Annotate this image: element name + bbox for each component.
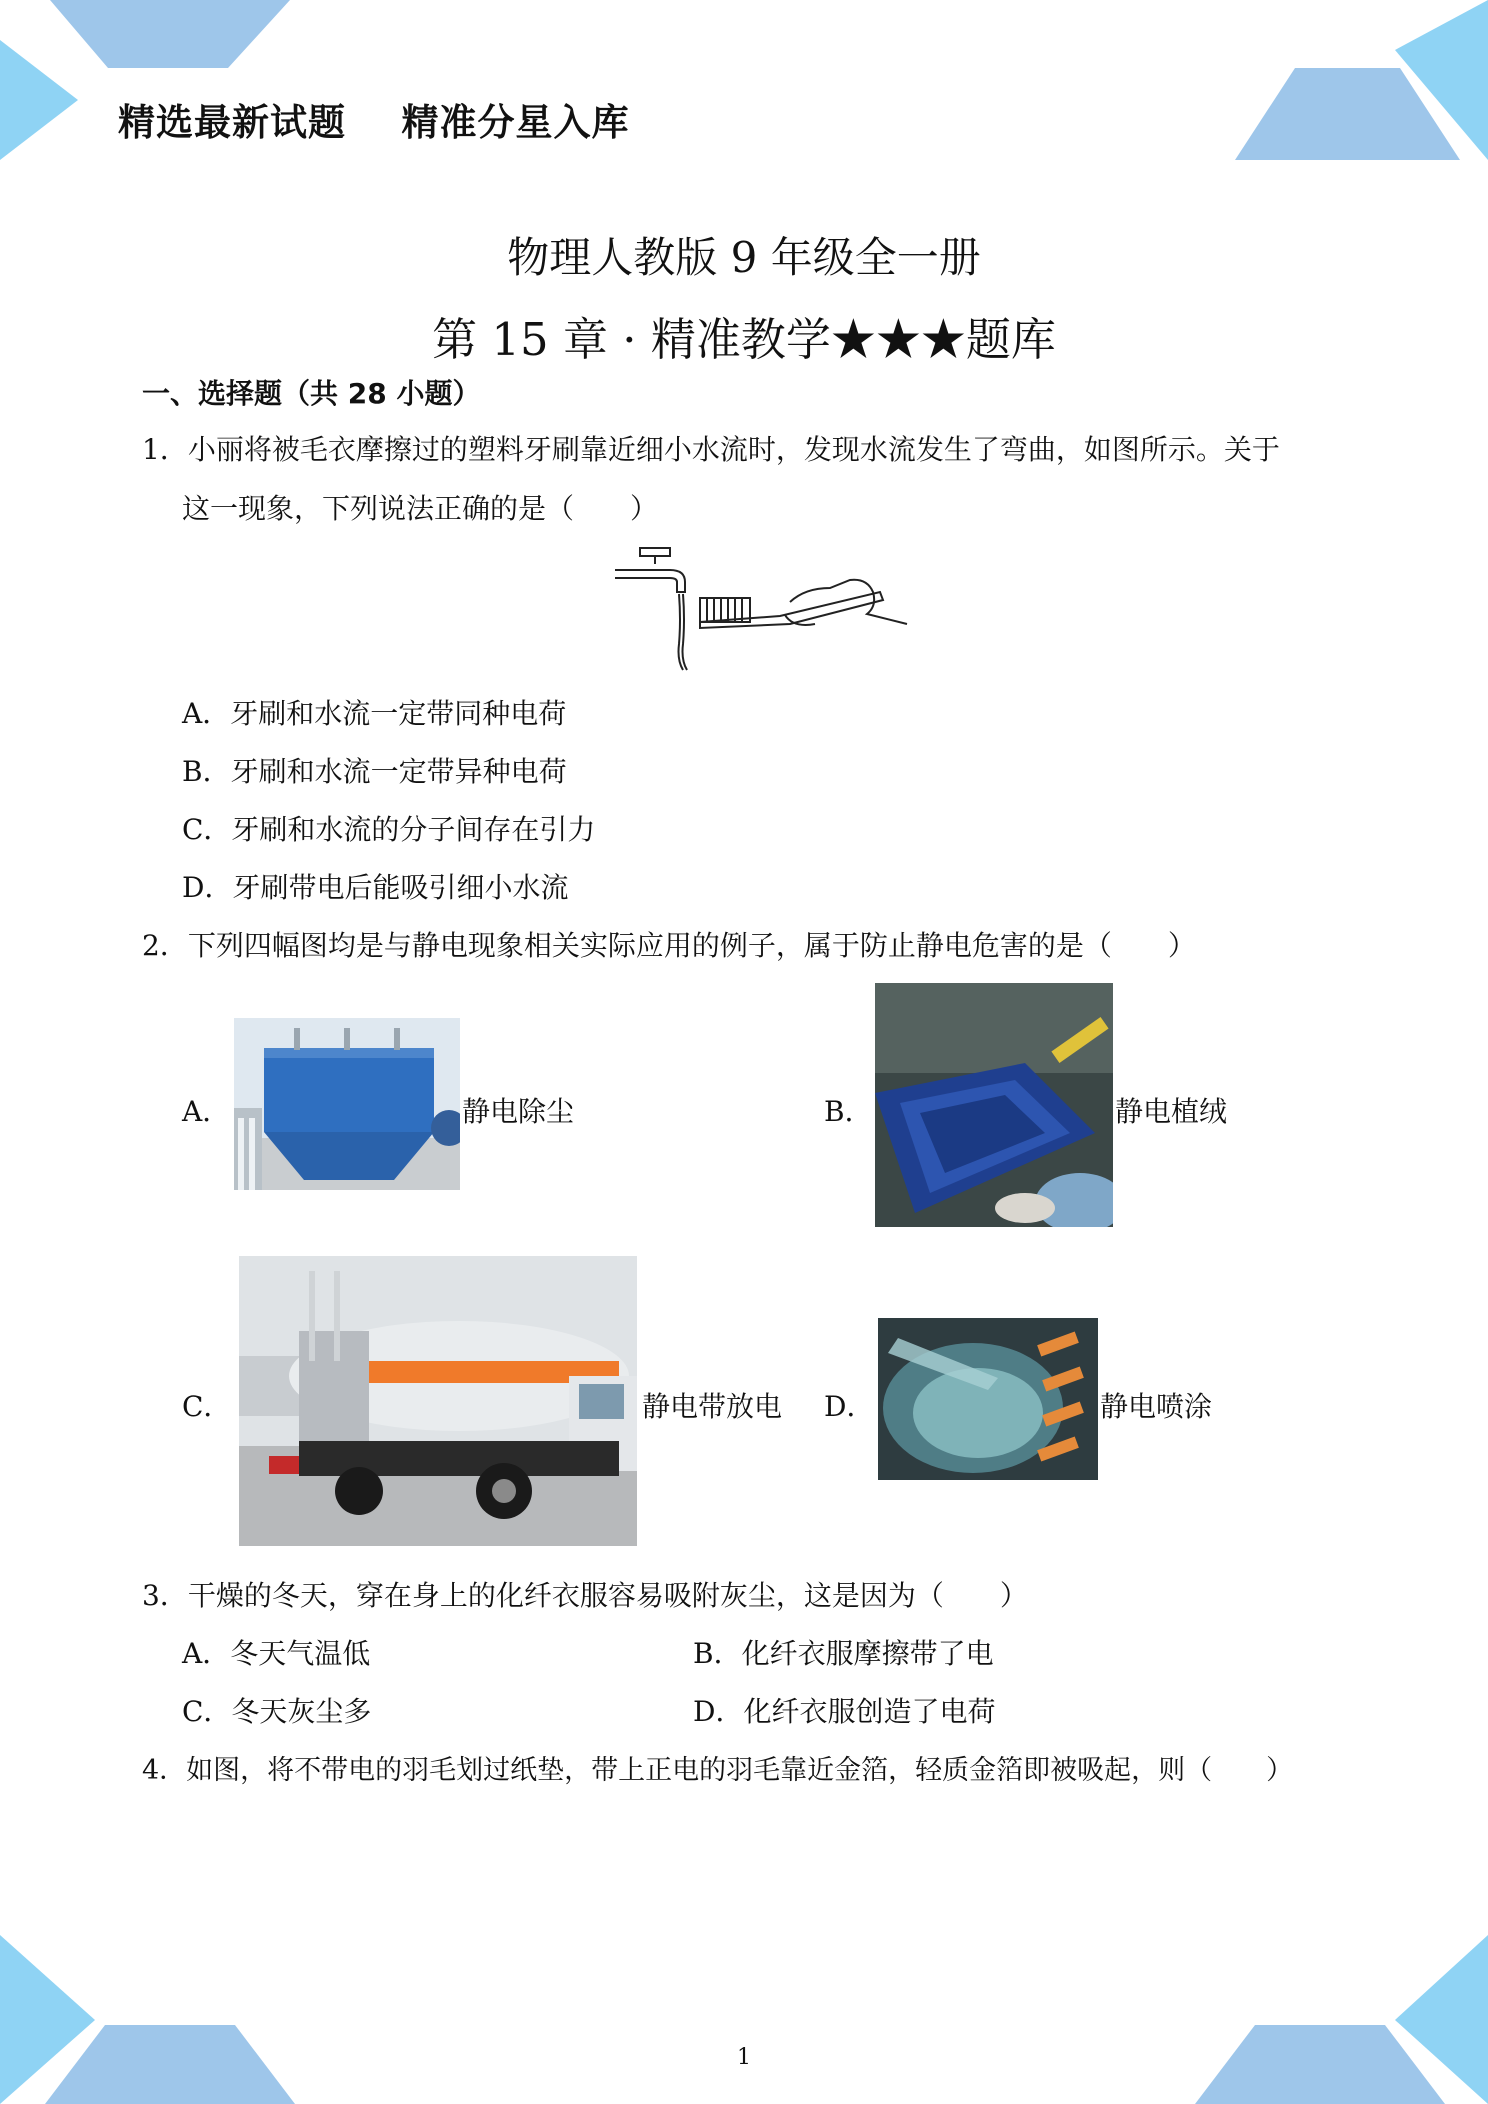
q2-option-d-spray-painting-photo: [878, 1318, 1098, 1480]
q3-option-c[interactable]: C．冬天灰尘多: [182, 1695, 372, 1728]
q2-option-c-caption: 静电带放电: [642, 1390, 783, 1423]
deco-bottom-right-triangle: [1395, 1935, 1488, 2104]
q2-stem: 2．下列四幅图均是与静电现象相关实际应用的例子，属于防止静电危害的是（ ）: [142, 929, 1196, 962]
deco-top-right-trapezoid: [1235, 68, 1460, 160]
q2-option-c-tanker-truck-photo: [239, 1256, 637, 1546]
q2-option-d-caption: 静电喷涂: [1100, 1390, 1213, 1423]
q3-stem: 3．干燥的冬天，穿在身上的化纤衣服容易吸附灰尘，这是因为（ ）: [142, 1579, 1028, 1612]
deco-top-right-triangle: [1395, 0, 1488, 160]
q2-option-b-caption: 静电植绒: [1115, 1095, 1228, 1128]
deco-top-left-trapezoid: [50, 0, 290, 68]
q2-option-b-flocking-photo: [875, 983, 1113, 1227]
section-heading: 一、选择题（共 28 小题）: [142, 377, 481, 410]
q2-option-b-letter[interactable]: B．: [824, 1095, 873, 1128]
q1-toothbrush-water-figure: [615, 540, 915, 675]
q2-option-a-dust-collector-photo: [234, 1018, 460, 1190]
page-number: 1: [737, 2045, 751, 2070]
q3-option-b[interactable]: B．化纤衣服摩擦带了电: [693, 1637, 994, 1670]
q1-option-a[interactable]: A．牙刷和水流一定带同种电荷: [182, 697, 567, 730]
q2-option-a-caption: 静电除尘: [462, 1095, 575, 1128]
q1-stem-line2: 这一现象，下列说法正确的是（ ）: [182, 492, 659, 525]
q3-option-d[interactable]: D．化纤衣服创造了电荷: [693, 1695, 996, 1728]
deco-top-left-triangle: [0, 40, 78, 160]
q4-stem: 4．如图，将不带电的羽毛划过纸垫，带上正电的羽毛靠近金箔，轻质金箔即被吸起，则（ ）: [142, 1755, 1294, 1786]
q2-option-d-letter[interactable]: D．: [824, 1390, 875, 1423]
q1-option-b[interactable]: B．牙刷和水流一定带异种电荷: [182, 755, 567, 788]
q1-stem-line1: 1．小丽将被毛衣摩擦过的塑料牙刷靠近细小水流时，发现水流发生了弯曲，如图所示。关于: [142, 433, 1280, 466]
document-subtitle: 第 15 章 · 精准教学★★★题库: [432, 313, 1056, 366]
q1-option-d[interactable]: D．牙刷带电后能吸引细小水流: [182, 871, 569, 904]
q2-option-c-letter[interactable]: C．: [182, 1390, 232, 1423]
header-tagline: 精选最新试题 精准分星入库: [118, 101, 630, 144]
q1-option-c[interactable]: C．牙刷和水流的分子间存在引力: [182, 813, 596, 846]
deco-bottom-left-triangle: [0, 1935, 95, 2104]
document-title: 物理人教版 9 年级全一册: [507, 233, 981, 282]
q3-option-a[interactable]: A．冬天气温低: [182, 1637, 371, 1670]
q2-option-a-letter[interactable]: A．: [182, 1095, 231, 1128]
